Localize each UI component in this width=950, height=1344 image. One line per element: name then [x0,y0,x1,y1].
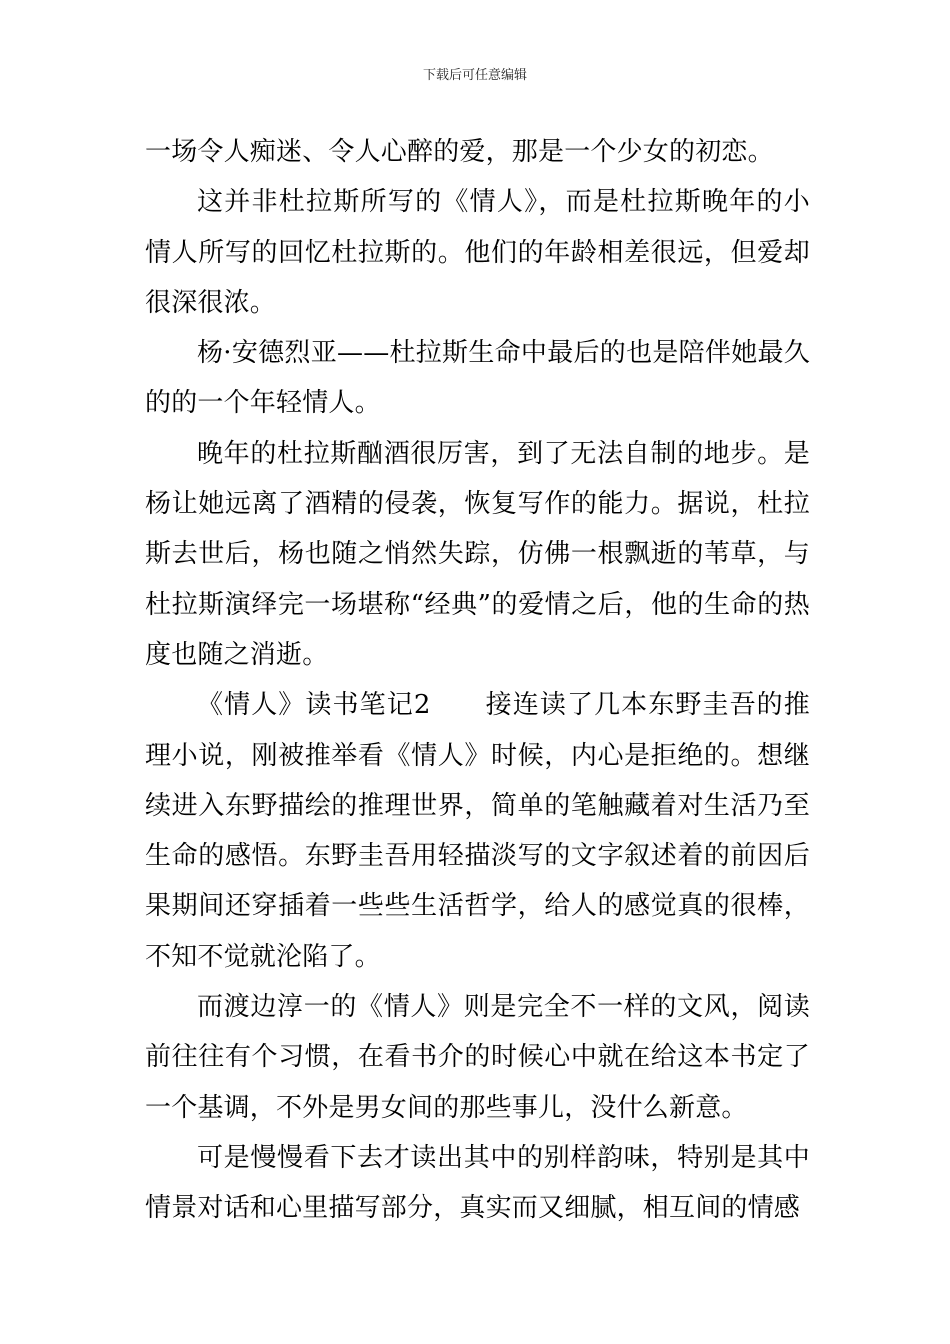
paragraph-2: 这并非杜拉斯所写的《情人》，而是杜拉斯晚年的小情人所写的回忆杜拉斯的。他们的年龄相差很远，但爱却很深很浓。 [145,187,810,318]
paragraph-5: 《情人》读书笔记2 接连读了几本东野圭吾的推理小说，刚被推举看《情人》时候，内心是拒绝的。想继续进入东野描绘的推理世界，简单的笔触藏着对生活乃至生命的感悟。东野圭吾用轻描淡写的文字叙述着的前因后果期间还穿插着一些些生活哲学，给人的感觉真的很棒，不知不觉就沦陷了。 [145,690,810,972]
paragraph-4: 晚年的杜拉斯酗酒很厉害，到了无法自制的地步。是杨让她远离了酒精的侵袭，恢复写作的能力。据说，杜拉斯去世后，杨也随之悄然失踪，仿佛一根飘逝的苇草，与杜拉斯演绎完一场堪称“经典”的爱情之后，他的生命的热度也随之消逝。 [145,438,810,670]
paragraph-1: 一场令人痴迷、令人心醉的爱，那是一个少女的初恋。 [145,137,774,167]
document-body [145,127,810,1234]
page-header: 下载后可任意编辑 [422,68,527,83]
paragraph-7: 可是慢慢看下去才读出其中的别样韵味，特别是其中情景对话和心里描写部分，真实而又细腻，相互间的情感 [145,1142,810,1224]
paragraph-3: 杨·安德烈亚——杜拉斯生命中最后的也是陪伴她最久的的一个年轻情人。 [145,338,810,419]
paragraph-6: 而渡边淳一的《情人》则是完全不一样的文风，阅读前往往有个习惯，在看书介的时候心中就在给这本书定了一个基调，不外是男女间的那些事儿，没什么新意。 [145,992,810,1123]
